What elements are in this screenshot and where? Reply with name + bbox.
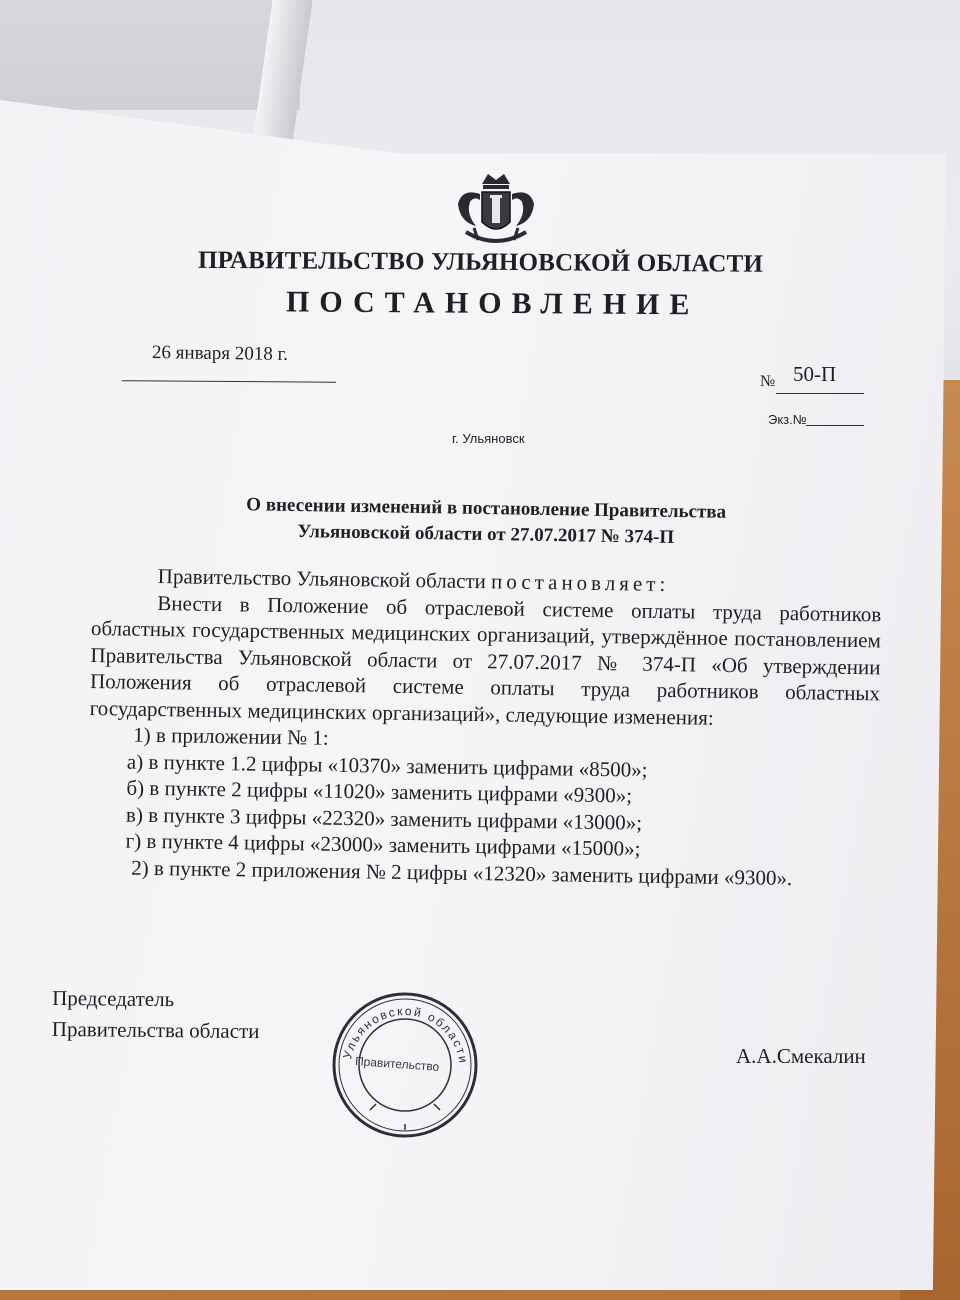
signatory-title-line-1: Председатель xyxy=(52,985,175,1012)
date-underline xyxy=(122,380,336,382)
coat-of-arms-icon xyxy=(452,170,540,252)
lead-verb: постановляет: xyxy=(490,569,670,597)
lead-prefix: Правительство Ульяновской области xyxy=(157,564,487,594)
list-item: г) в пункте 4 цифры «23000» заменить цифрами «15000»; xyxy=(125,828,641,861)
list-item: 1) в приложении № 1: xyxy=(133,722,329,750)
number-label: № xyxy=(760,373,776,390)
document-subject xyxy=(186,491,787,552)
list-item: а) в пункте 1.2 цифры «10370» заменить цифрами «8500»; xyxy=(126,749,648,782)
number-underline xyxy=(776,393,864,394)
signatory-name: А.А.Смекалин xyxy=(736,1044,866,1068)
copy-number-label: Экз.№ xyxy=(768,412,807,427)
list-item: в) в пункте 3 цифры «22320» заменить цифрами «13000»; xyxy=(125,802,643,835)
seal-ring-text: Ульяновской области xyxy=(340,1003,471,1066)
list-item: 2) в пункте 2 приложения № 2 цифры «12320» заменить цифрами «9300». xyxy=(131,855,793,890)
resolution-paragraph: Внести в Положение об отраслевой системе оплаты труда работников областных государственных медицинских организаций, утверждённое постановлением Правительства Ульяновской области от 27.07.2017 № 374-П «Об утверждении Положения об отраслевой системе оплаты труда работников областных государственных медицинских организаций», следующие изменения: xyxy=(89,590,882,730)
government-title: ПРАВИТЕЛЬСТВО УЛЬЯНОВСКОЙ ОБЛАСТИ xyxy=(197,246,764,278)
subject-line-1: О внесении изменений в постановление Правительства xyxy=(246,494,727,523)
document-date: 26 января 2018 г. xyxy=(151,342,289,365)
signatory-title xyxy=(52,983,260,1047)
copy-number-underline xyxy=(806,425,864,426)
city: г. Ульяновск xyxy=(452,431,525,446)
document-body xyxy=(87,562,882,892)
document-type: ПОСТАНОВЛЕНИЕ xyxy=(285,285,700,322)
document-number: 50-П xyxy=(793,362,837,386)
list-item: б) в пункте 2 цифры «11020» заменить цифрами «9300»; xyxy=(126,775,633,808)
signatory-title-line-2: Правительства области xyxy=(51,1016,260,1044)
subject-line-2: Ульяновской области от 27.07.2017 № 374-П xyxy=(297,521,675,548)
seal-text: Правительство xyxy=(354,1054,440,1074)
